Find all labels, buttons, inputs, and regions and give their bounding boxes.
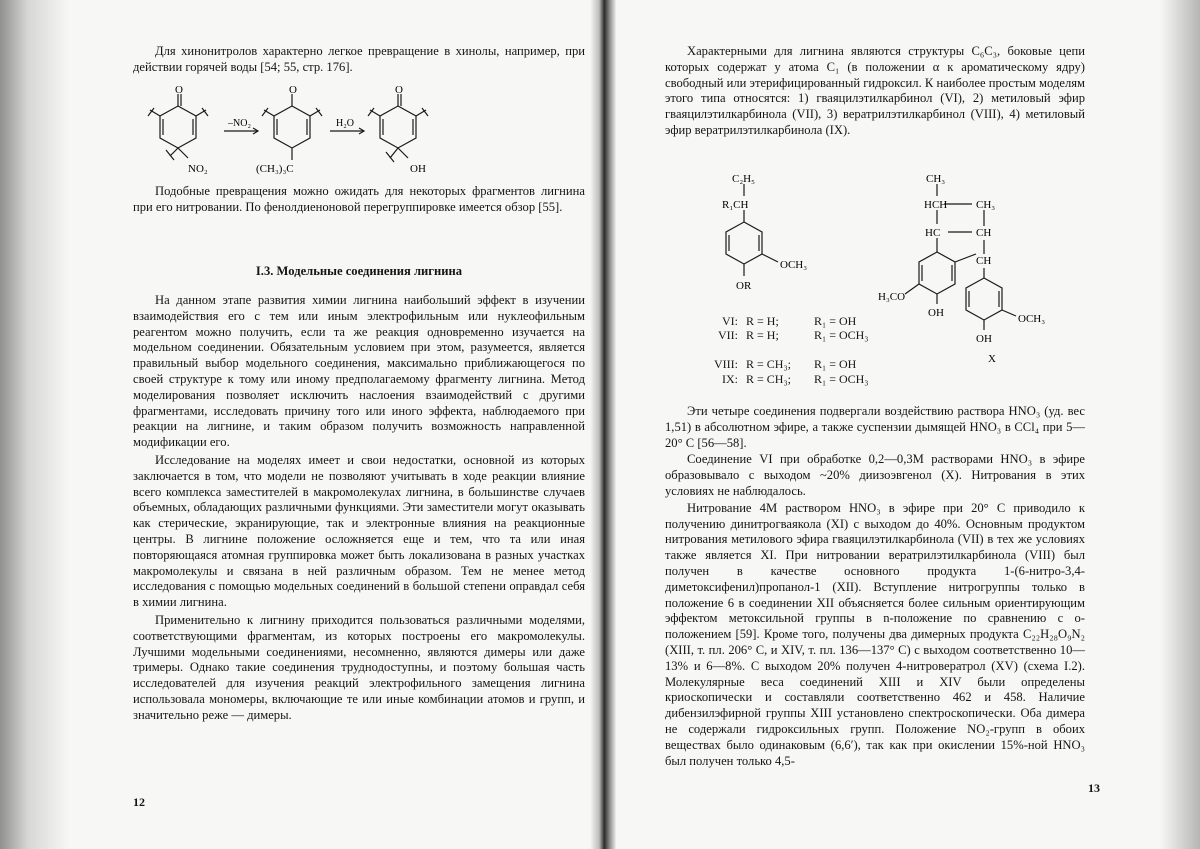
scheme-no2: NO₂ (188, 163, 208, 175)
left-intro-paragraph: Для хинонитролов характерно легкое превращение в хинолы, например, при действии горячей воды [54; 55, стр. 176]. (133, 44, 585, 74)
compound-label-viii: VIII: R = CH₃; R₁ = OH (714, 357, 857, 371)
page-number-left: 12 (133, 795, 145, 809)
left-after-scheme-paragraph: Подобные превращения можно ожидать для некоторых фрагментов лигнина при его нитровании. По фенолдиеноновой перегруппировке имеется обзор [55]. (133, 184, 585, 214)
label-och3-a: OCH₃ (780, 259, 808, 271)
right-paragraph-3: Нитрование 4M раствором HNO₃ в эфире при 20° C приводило к получению динитрогваякола (XI) с выходом до 40%. Основным продуктом нитрования метилового эфира гваяцилэтилкарбинола (VII) в тех же условиях также является XI. При нитровании вератрилэтилкарбинола (VIII) был получен в качестве основного продукта 1-(6-нитро-3,4-диметоксифенил)пропанол-1 (XII). Вступление нитрогруппы только в положение 6 в соединении XII объясняется более сильным ориентирующим эффектом метоксильной группы в n-положение по сравнению с o-положением [59]. Кроме того, получены два димерных продукта C₂₂H₂₈O₉N₂ (XIII, т. пл. 206° C, и XIV, т. пл. 136—137° C) с выходом соответственно 10—13% и 6—8%. С выходом 20% получен 4-нитровератрол (XV) (схема I.2). Молекулярные веса соединений XIII и XIV были определены криоскопически и составляли соответственно 462 и 458. Наличие дибензилэфирной группы XIII установлено спектроскопически. Оба димера не содержали гидроксильных групп. Положение NO₂-групп в обоих веществах было одинаковым (6,6′), так как при окислении 15%-ной HNO₃ был получен только 4,5- (665, 500, 1085, 768)
scheme-o-2: O (289, 86, 297, 96)
label-ch3-b: CH₃ (976, 199, 996, 211)
label-ch-a: CH (976, 227, 992, 239)
label-ch-b: CH (976, 255, 992, 267)
compound-label-vi: VI: R = H; R₁ = OH (722, 314, 857, 328)
label-ch3-top: CH₃ (926, 173, 946, 185)
label-hch: HCH (924, 199, 948, 211)
left-body-text (133, 293, 585, 726)
page-edge-shadow-left (0, 0, 70, 849)
page-number-right: 13 (1088, 781, 1100, 795)
left-paragraph-2: Исследование на моделях имеет и свои недостатки, основной из которых заключается в том, что модели не позволяют учитывать в ходе реакции влияние всего комплекса заместителей в макромолекулах лигнина, в большинстве случаев объемных, обладающих различными функциями. Эти заместители могут оказывать как стерические, экранирующие, так и электронные влияния на реакционные центры. В лигнине положение осложняется еще и тем, что та или иная повторяющаяся атомная группировка может быть локализована в разных участках макромолекулы и связана в ней различным образом. Тем не менее метод исследования с помощью модельных соединений в большой степени оправдал себя в химии лигнина. (133, 452, 585, 610)
label-c2h5: C₂H₅ (732, 173, 755, 185)
scheme-arrow1-label: –NO₂ (228, 118, 251, 129)
right-paragraph-1: Эти четыре соединения подвергали воздействию раствора HNO₃ (уд. вес 1,51) в абсолютном эфире, а также суспензии дымящей HNO₃ в CCl₄ при 5—20° C [56—58]. (665, 404, 1085, 450)
right-intro-paragraph: Характерными для лигнина являются структуры C₆C₃, боковые цепи которых содержат у атома C₁ (в положении α к ароматическому ядру) свободный или этерифицированный гидроксил. К наиболее простым моделям этого типа относятся: 1) гваяцилэтилкарбинол (VI), 2) метиловый эфир гваяцилэтилкарбинола (VII), 3) вератрилэтилкарбинол (VIII), 4) метиловый эфир вератрилэтилкарбинола (IX). (665, 44, 1085, 137)
label-r1ch: R₁CH (722, 199, 749, 211)
label-oh-a: OH (928, 307, 944, 319)
label-och3-b: OCH₃ (1018, 313, 1046, 325)
label-h3co: H₃CO (878, 291, 906, 303)
left-paragraph-1: На данном этапе развития химии лигнина наибольший эффект в изучении взаимодействия его с тем или иным электрофильным или нуклеофильным реагентом можно получить, если та же реакция одновременно изучается на модельном соединении. Обязательным условием при этом, разумеется, является правильный выбор модельного соединения, максимально приближающегося по своей структуре к тому или иному предполагаемому фрагменту лигнина. Метод моделирования позволяет исключить наслоения взаимодействий с другими фрагментами, исследовать причину того или иного эффекта, наблюдаемого при реакции на лигнине, и таким образом получить возможность направленной модификации его. (133, 293, 585, 450)
right-paragraph-2: Соединение VI при обработке 0,2—0,3M растворами HNO₃ в эфире образовывало с выходом ~20% диизоэвгенол (X). Нитрования в этих условиях не наблюдалось. (665, 452, 1085, 498)
quinone-nitrol-scheme (140, 86, 470, 181)
label-x: X (988, 353, 996, 365)
section-heading: I.3. Модельные соединения лигнина (255, 264, 463, 278)
compound-label-vii: VII: R = H; R₁ = OCH₃ (718, 328, 869, 342)
scheme-o-1: O (175, 86, 183, 96)
page-edge-shadow-right (1160, 0, 1200, 849)
scheme-tbu: (CH₃)₃C (256, 163, 294, 175)
compound-label-ix: IX: R = CH₃; R₁ = OCH₃ (722, 372, 869, 386)
scheme-oh: OH (410, 163, 426, 175)
label-or: OR (736, 280, 752, 292)
left-paragraph-3: Применительно к лигнину приходится пользоваться различными моделями, соответствующими фрагментам, из которых построены его макромолекулы. Лучшими модельными соединениями, несомненно, являются димеры или даже тримеры. Однако такие соединения труднодоступны, и поэтому большая часть исследователей для изучения реакций электрофильного замещения лигнина использовала мономеры, включающие те или иные комбинации атомов и групп, и значительно реже — димеры. (133, 612, 585, 722)
scheme-arrow2-label: H₂O (336, 118, 354, 129)
label-hc: HC (925, 227, 941, 239)
book-gutter (590, 0, 616, 849)
right-body-text (665, 404, 1085, 770)
label-oh-b: OH (976, 333, 992, 345)
scheme-o-3: O (395, 86, 403, 96)
